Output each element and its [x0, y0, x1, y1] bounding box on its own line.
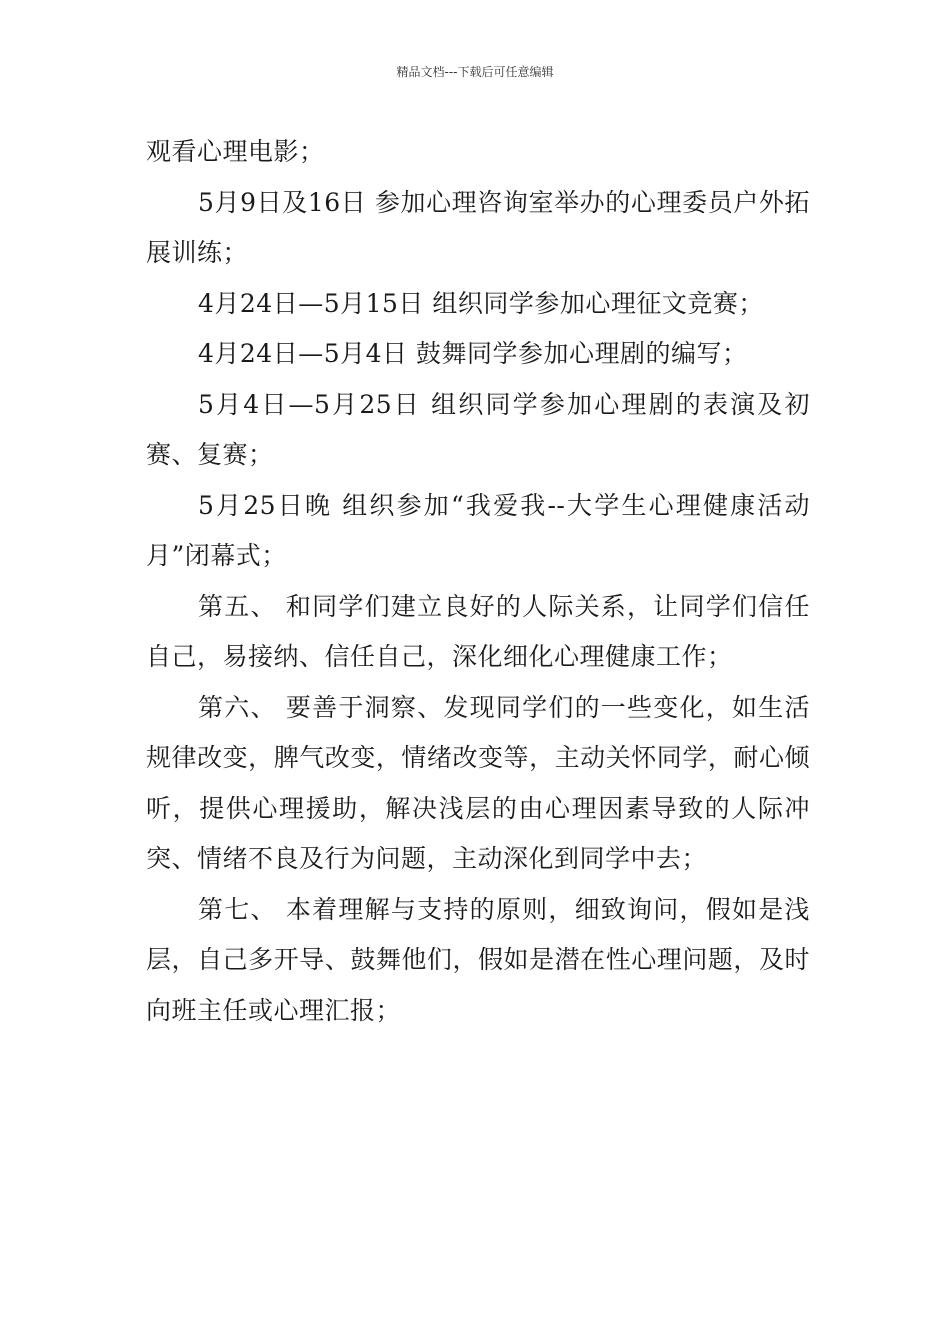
paragraph-2: 5月9日及16日 参加心理咨询室举办的心理委员户外拓展训练； — [146, 187, 810, 267]
paragraph-6: 5月25日晚 组织参加“我爱我--大学生心理健康活动月”闭幕式； — [146, 490, 810, 570]
paragraph-7: 第五、 和同学们建立良好的人际关系，让同学们信任自己，易接纳、信任自己，深化细化心理健康工作； — [146, 591, 810, 671]
paragraph-9: 第七、 本着理解与支持的原则，细致询问，假如是浅层，自己多开导、鼓舞他们，假如是潜在性心理问题，及时向班主任或心理汇报； — [146, 894, 810, 1025]
paragraph-8: 第六、 要善于洞察、发现同学们的一些变化，如生活规律改变，脾气改变，情绪改变等，主动关怀同学，耐心倾听，提供心理援助，解决浅层的由心理因素导致的人际冲突、情绪不良及行为问题，主动深化到同学中去； — [146, 692, 810, 873]
page-header: 精品文档---下载后可任意编辑 — [396, 65, 554, 79]
paragraph-1: 观看心理电影； — [146, 137, 325, 166]
paragraph-4: 4月24日—5月4日 鼓舞同学参加心理剧的编写； — [198, 339, 748, 368]
paragraph-5: 5月4日—5月25日 组织同学参加心理剧的表演及初赛、复赛； — [146, 389, 810, 469]
document-body — [146, 127, 810, 1036]
paragraph-3: 4月24日—5月15日 组织同学参加心理征文竞赛； — [198, 288, 764, 318]
